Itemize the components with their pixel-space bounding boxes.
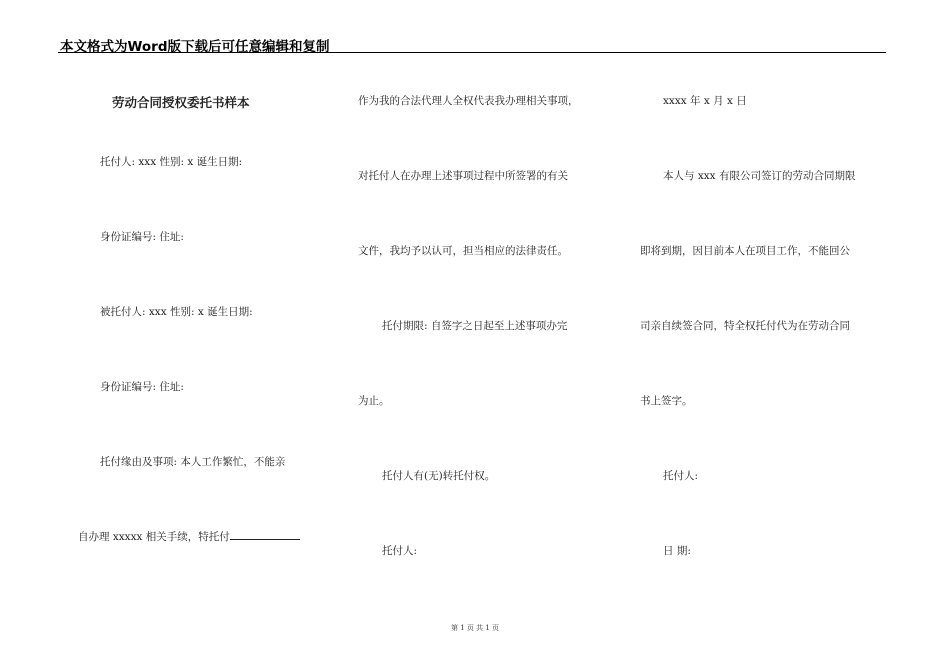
page-number: 第 1 页 共 1 页: [450, 624, 500, 632]
document-header: 本文格式为Word版下载后可任意编辑和复制: [60, 39, 330, 55]
renewal-line: 司亲自续签合同，特全权托付代为在劳动合同: [640, 320, 850, 332]
agent-id-line: 身份证编号: 住址:: [100, 381, 184, 393]
sub-delegation-line: 托付人有(无)转托付权。: [382, 470, 496, 482]
column-right: [637, 0, 902, 672]
term-line: 托付期限: 自签字之日起至上述事项办完: [382, 320, 568, 332]
principal-id-line: 身份证编号: 住址:: [100, 231, 184, 243]
term-end-line: 为止。: [358, 395, 390, 407]
reason-continued-line: [78, 529, 300, 544]
principal-info-line: 托付人: xxx 性别: x 诞生日期:: [100, 156, 243, 168]
agent-info-line: 被托付人: xxx 性别: x 诞生日期:: [100, 306, 253, 318]
reason-line: 托付缘由及事项: 本人工作繁忙，不能亲: [100, 456, 286, 468]
documents-line: 对托付人在办理上述事项过程中所签署的有关: [358, 170, 568, 182]
liability-line: 文件，我均予以认可，担当相应的法律责任。: [358, 245, 568, 257]
contract-line: 本人与 xxx 有限公司签订的劳动合同期限: [663, 170, 856, 182]
column-left: [60, 0, 340, 672]
principal-signature-label: 托付人:: [382, 545, 418, 557]
authority-line: 作为我的合法代理人全权代表我办理相关事项，: [358, 95, 579, 107]
reason-continued-text: 自办理 xxxxx 相关手续，特托付: [78, 531, 230, 543]
document-title: 劳动合同授权委托书样本: [112, 95, 250, 110]
expiry-line: 即将到期，因目前本人在项目工作，不能回公: [640, 245, 850, 257]
sign-line: 书上签字。: [640, 395, 693, 407]
agent-name-blank: [230, 529, 300, 540]
date-label: 日 期:: [663, 545, 691, 557]
principal-label: 托付人:: [663, 470, 699, 482]
date-line: xxxx 年 x 月 x 日: [663, 95, 747, 107]
column-middle: [355, 0, 625, 672]
